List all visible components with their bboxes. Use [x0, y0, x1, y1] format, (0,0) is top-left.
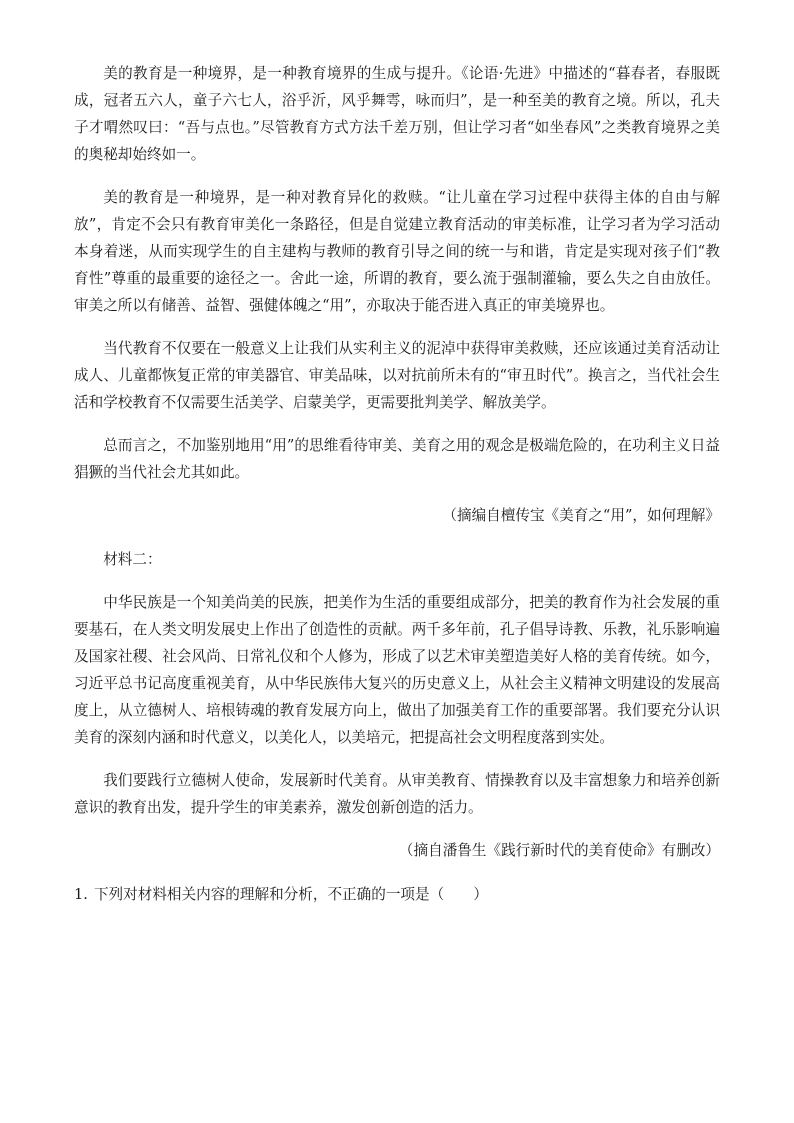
source-citation-1: （摘编自檀传宝《美育之“用”，如何理解》: [442, 507, 720, 524]
paragraph-1: 美的教育是一种境界，是一种教育境界的生成与提升。《论语·先进》中描述的“暮春者，春服既成，冠者五六人，童子六七人，浴乎沂，风乎舞雩，咏而归”，是一种至美的教育之境。所以，孔夫子才喟然叹曰：“吾与点也。”尽管教育方式方法千差万别，但让学习者“如坐春风”之类教育境界之美的奥秘却始终如一。: [74, 65, 720, 163]
question-number: 1.: [74, 886, 88, 903]
question-text: 下列对材料相关内容的理解和分析，不正确的一项是（ ）: [93, 886, 488, 903]
document-content: [74, 60, 720, 908]
question-1: [74, 881, 720, 908]
material-2-paragraph-2: 我们要践行立德树人使命，发展新时代美育。从审美教育、情操教育以及丰富想象力和培养创新意识的教育出发，提升学生的审美素养，激发创新创造的活力。: [74, 772, 720, 816]
source-citation-2: （摘自潘鲁生《践行新时代的美育使命》有删改）: [398, 842, 720, 859]
paragraph-4: 总而言之，不加鉴别地用“用”的思维看待审美、美育之用的观念是极端危险的，在功利主义日益猖獗的当代社会尤其如此。: [74, 437, 720, 481]
material-2-paragraph-1: 中华民族是一个知美尚美的民族，把美作为生活的重要组成部分，把美的教育作为社会发展的重要基石，在人类文明发展史上作出了创造性的贡献。两千多年前，孔子倡导诗教、乐教，礼乐影响遍及国家社稷、社会风尚、日常礼仪和个人修为，形成了以艺术审美塑造美好人格的美育传统。如今，习近平总书记高度重视美育，从中华民族伟大复兴的历史意义上，从社会主义精神文明建设的发展高度上，从立德树人、培根铸魂的教育发展方向上，做出了加强美育工作的重要部署。我们要充分认识美育的深刻内涵和时代意义，以美化人，以美培元，把提高社会文明程度落到实处。: [74, 594, 720, 746]
paragraph-2: 美的教育是一种境界，是一种对教育异化的救赎。“让儿童在学习过程中获得主体的自由与解放”，肯定不会只有教育审美化一条路径，但是自觉建立教育活动的审美标准，让学习者为学习活动本身着迷，从而实现学生的自主建构与教师的教育引导之间的统一与和谐，肯定是实现对孩子们“教育性”尊重的最重要的途径之一。舍此一途，所谓的教育，要么流于强制灌输，要么失之自由放任。审美之所以有储善、益智、强健体魄之“用”，亦取决于能否进入真正的审美境界也。: [74, 189, 720, 314]
paragraph-3: 当代教育不仅要在一般意义上让我们从实利主义的泥淖中获得审美救赎，还应该通过美育活动让成人、儿童都恢复正常的审美器官、审美品味，以对抗前所未有的“审丑时代”。换言之，当代社会生活和学校教育不仅需要生活美学、启蒙美学，更需要批判美学、解放美学。: [74, 340, 720, 411]
material-2-label: 材料二：: [103, 551, 162, 568]
